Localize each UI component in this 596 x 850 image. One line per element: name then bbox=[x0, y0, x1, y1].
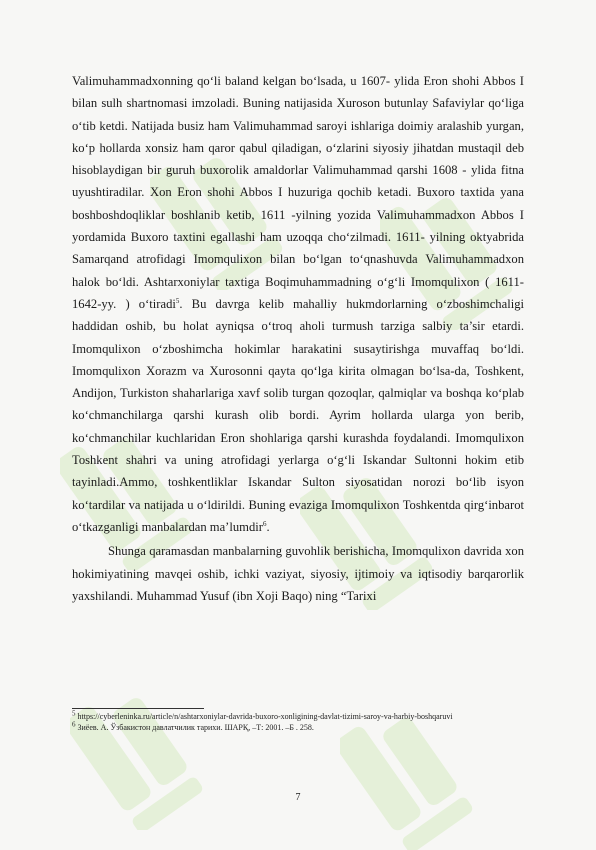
footnote-number: 6 bbox=[72, 719, 76, 728]
footnote-ref-5[interactable]: 5 bbox=[175, 296, 180, 305]
footnote-divider bbox=[72, 708, 204, 709]
footnote-number: 5 bbox=[72, 709, 76, 718]
paragraph-1-text-c: . bbox=[266, 519, 270, 534]
footnotes bbox=[72, 709, 524, 733]
paragraph-1 bbox=[72, 70, 524, 538]
watermark-logo-icon bbox=[340, 680, 490, 850]
footnote-text: Зиёев. А. Ўзбакистон давлатчилик тарихи. ШАРҚ, –Т: 2001. –Б . 258. bbox=[75, 722, 314, 732]
paragraph-2: Shunga qaramasdan manbalarning guvohlik berishicha, Imomqulixon davrida xon hokimiyatining mavqei oshib, ichki vaziyat, siyosiy, ijtimoiy va iqtisodiy barqarorlik yaxshilandi. Muhammad Yusuf (ibn Xoji Baqo) ning “Tarixi bbox=[72, 544, 524, 603]
body-text bbox=[72, 70, 524, 607]
footnote-6 bbox=[72, 719, 524, 734]
page-number: 7 bbox=[295, 792, 301, 803]
paragraph-1-text-b: . Bu davrga kelib mahalliy hukmdorlarning o‘zboshimchaligi haddidan oshib, bu holat ayniqsa o‘troq aholi turmush tarziga salbiy ta’sir etardi. Imomqulixon o‘zboshimcha hokimlar harakatini susaytirishga muvaffaq bo‘ldi. Imomqulixon Xorazm va Xurosonni qayta qo‘lga kirita olmagan bo‘lsa-da, Toshkent, Andijon, Turkiston shaharlariga xavf solib turgan qozoqlar, qalmiqlar va boshqa ko‘plab ko‘chmanchilarga qarshi kurash olib bordi. Ayrim hollarda ularga yon berib, ko‘chmanchilar kuchlaridan Eron shohlariga qarshi kurashda foydalandi. Imomqulixon Toshkent shahri va uning atrofidagi yerlarga o‘g‘li Iskandar Sultonni hokim etib tayinladi.Ammo, toshkentliklar Iskandar Sulton siyosatidan norozi bo‘lib isyon ko‘tardilar va natijada u o‘ldirildi. Buning evaziga Imomqulixon Toshkentda qirg‘inbarot o‘tkazganligi manbalardan ma’lumdir bbox=[72, 296, 524, 534]
footnote-5 bbox=[72, 709, 524, 723]
footnote-ref-6[interactable]: 6 bbox=[262, 519, 267, 528]
paragraph-1-text-a: Valimuhammadxonning qo‘li baland kelgan bo‘lsada, u 1607- ylida Eron shohi Abbos I bilan sulh shartnomasi imzoladi. Buning natijasida Xuroson butunlay Safaviylar qo‘liga o‘tib ketdi. Natijada busiz ham Valimuhammad saroyi ishlariga doimiy aralashib yurgan, ko‘p hollarda xonsiz ham qaror qabul qiladigan, o‘zlarini siyosiy jihatdan mustaqil deb hisoblaydigan bir guruh buxorolik amaldorlar Valimuhammad qarshi 1608 - ylida fitna uyushtiradilar. Xon Eron shohi Abbos I huzuriga qochib ketadi. Buxoro taxtida yana boshboshdoqliklar boshlanib ketib, 1611 -yilning yozida Valimuhammadxon Abbos I yordamida Buxoro taxtini egallashi ham uzoqqa cho‘zilmadi. 1611- yilning oktyabrida Samarqand atrofidagi Imomqulixon bilan bo‘lgan to‘qnashuvda Valimuhammadxon halok bo‘ldi. Ashtarxoniylar taxtiga Boqimuhammadning o‘g‘li Imomqulixon ( 1611-1642-yy. ) o‘tiradi bbox=[72, 74, 524, 311]
footnote-link[interactable]: https://cyberleninka.ru/article/n/ashtarxoniylar-davrida-buxoro-xonligining-davlat-tizimi-saroy-va-harbiy-boshqaruvi bbox=[75, 712, 453, 721]
watermark-logo-icon bbox=[70, 660, 220, 830]
